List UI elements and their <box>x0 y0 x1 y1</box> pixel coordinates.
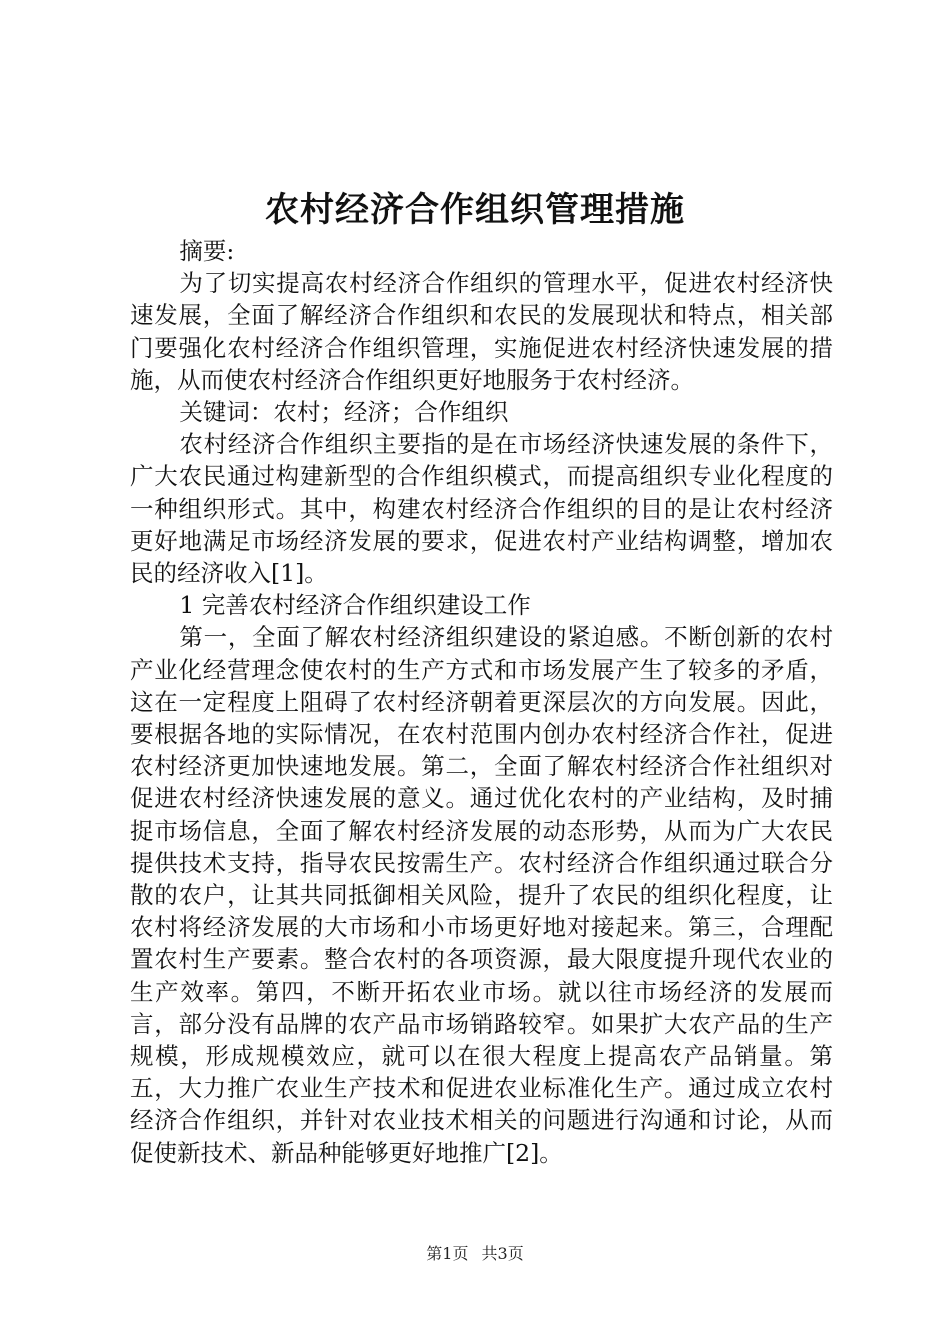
page-number: 第1页 <box>426 1244 469 1263</box>
section-heading: 1 完善农村经济合作组织建设工作 <box>179 591 531 620</box>
document-body <box>130 235 833 1169</box>
page-footer <box>0 1243 950 1265</box>
abstract-heading: 摘要: <box>179 237 235 265</box>
document-title: 农村经济合作组织管理措施 <box>265 190 685 230</box>
abstract-paragraph: 为了切实提高农村经济合作组织的管理水平，促进农村经济快速发展，全面了解经济合作组织和农民的发展现状和特点，相关部门要强化农村经济合作组织管理，实施促进农村经济快速发展的措施，从而使农村经济合作组织更好地服务于农村经济。 <box>130 269 833 394</box>
body-paragraph: 第一，全面了解农村经济组织建设的紧迫感。不断创新的农村产业化经营理念使农村的生产方式和市场发展产生了较多的矛盾，这在一定程度上阻碍了农村经济朝着更深层次的方向发展。因此，要根据各地的实际情况，在农村范围内创办农村经济合作社，促进农村经济更加快速地发展。第二，全面了解农村经济合作社组织对促进农村经济快速发展的意义。通过优化农村的产业结构，及时捕捉市场信息，全面了解农村经济发展的动态形势，从而为广大农民提供技术支持，指导农民按需生产。农村经济合作组织通过联合分散的农户，让其共同抵御相关风险，提升了农民的组织化程度，让农村将经济发展的大市场和小市场更好地对接起来。第三，合理配置农村生产要素。整合农村的各项资源，最大限度提升现代农业的生产效率。第四，不断开拓农业市场。就以往市场经济的发展而言，部分没有品牌的农产品市场销路较窄。如果扩大农产品的生产规模，形成规模效应，就可以在很大程度上提高农产品销量。第五，大力推广农业生产技术和促进农业标准化生产。通过成立农村经济合作组织，并针对农业技术相关的问题进行沟通和讨论，从而促使新技术、新品种能够更好地推广[2]。 <box>130 623 833 1167</box>
page-total: 共3页 <box>481 1244 524 1263</box>
intro-paragraph: 农村经济合作组织主要指的是在市场经济快速发展的条件下，广大农民通过构建新型的合作组织模式，而提高组织专业化程度的一种组织形式。其中，构建农村经济合作组织的目的是让农村经济更好地满足市场经济发展的要求，促进农村产业结构调整，增加农民的经济收入[1]。 <box>130 430 833 588</box>
keywords-line: 关键词：农村；经济；合作组织 <box>179 398 509 427</box>
